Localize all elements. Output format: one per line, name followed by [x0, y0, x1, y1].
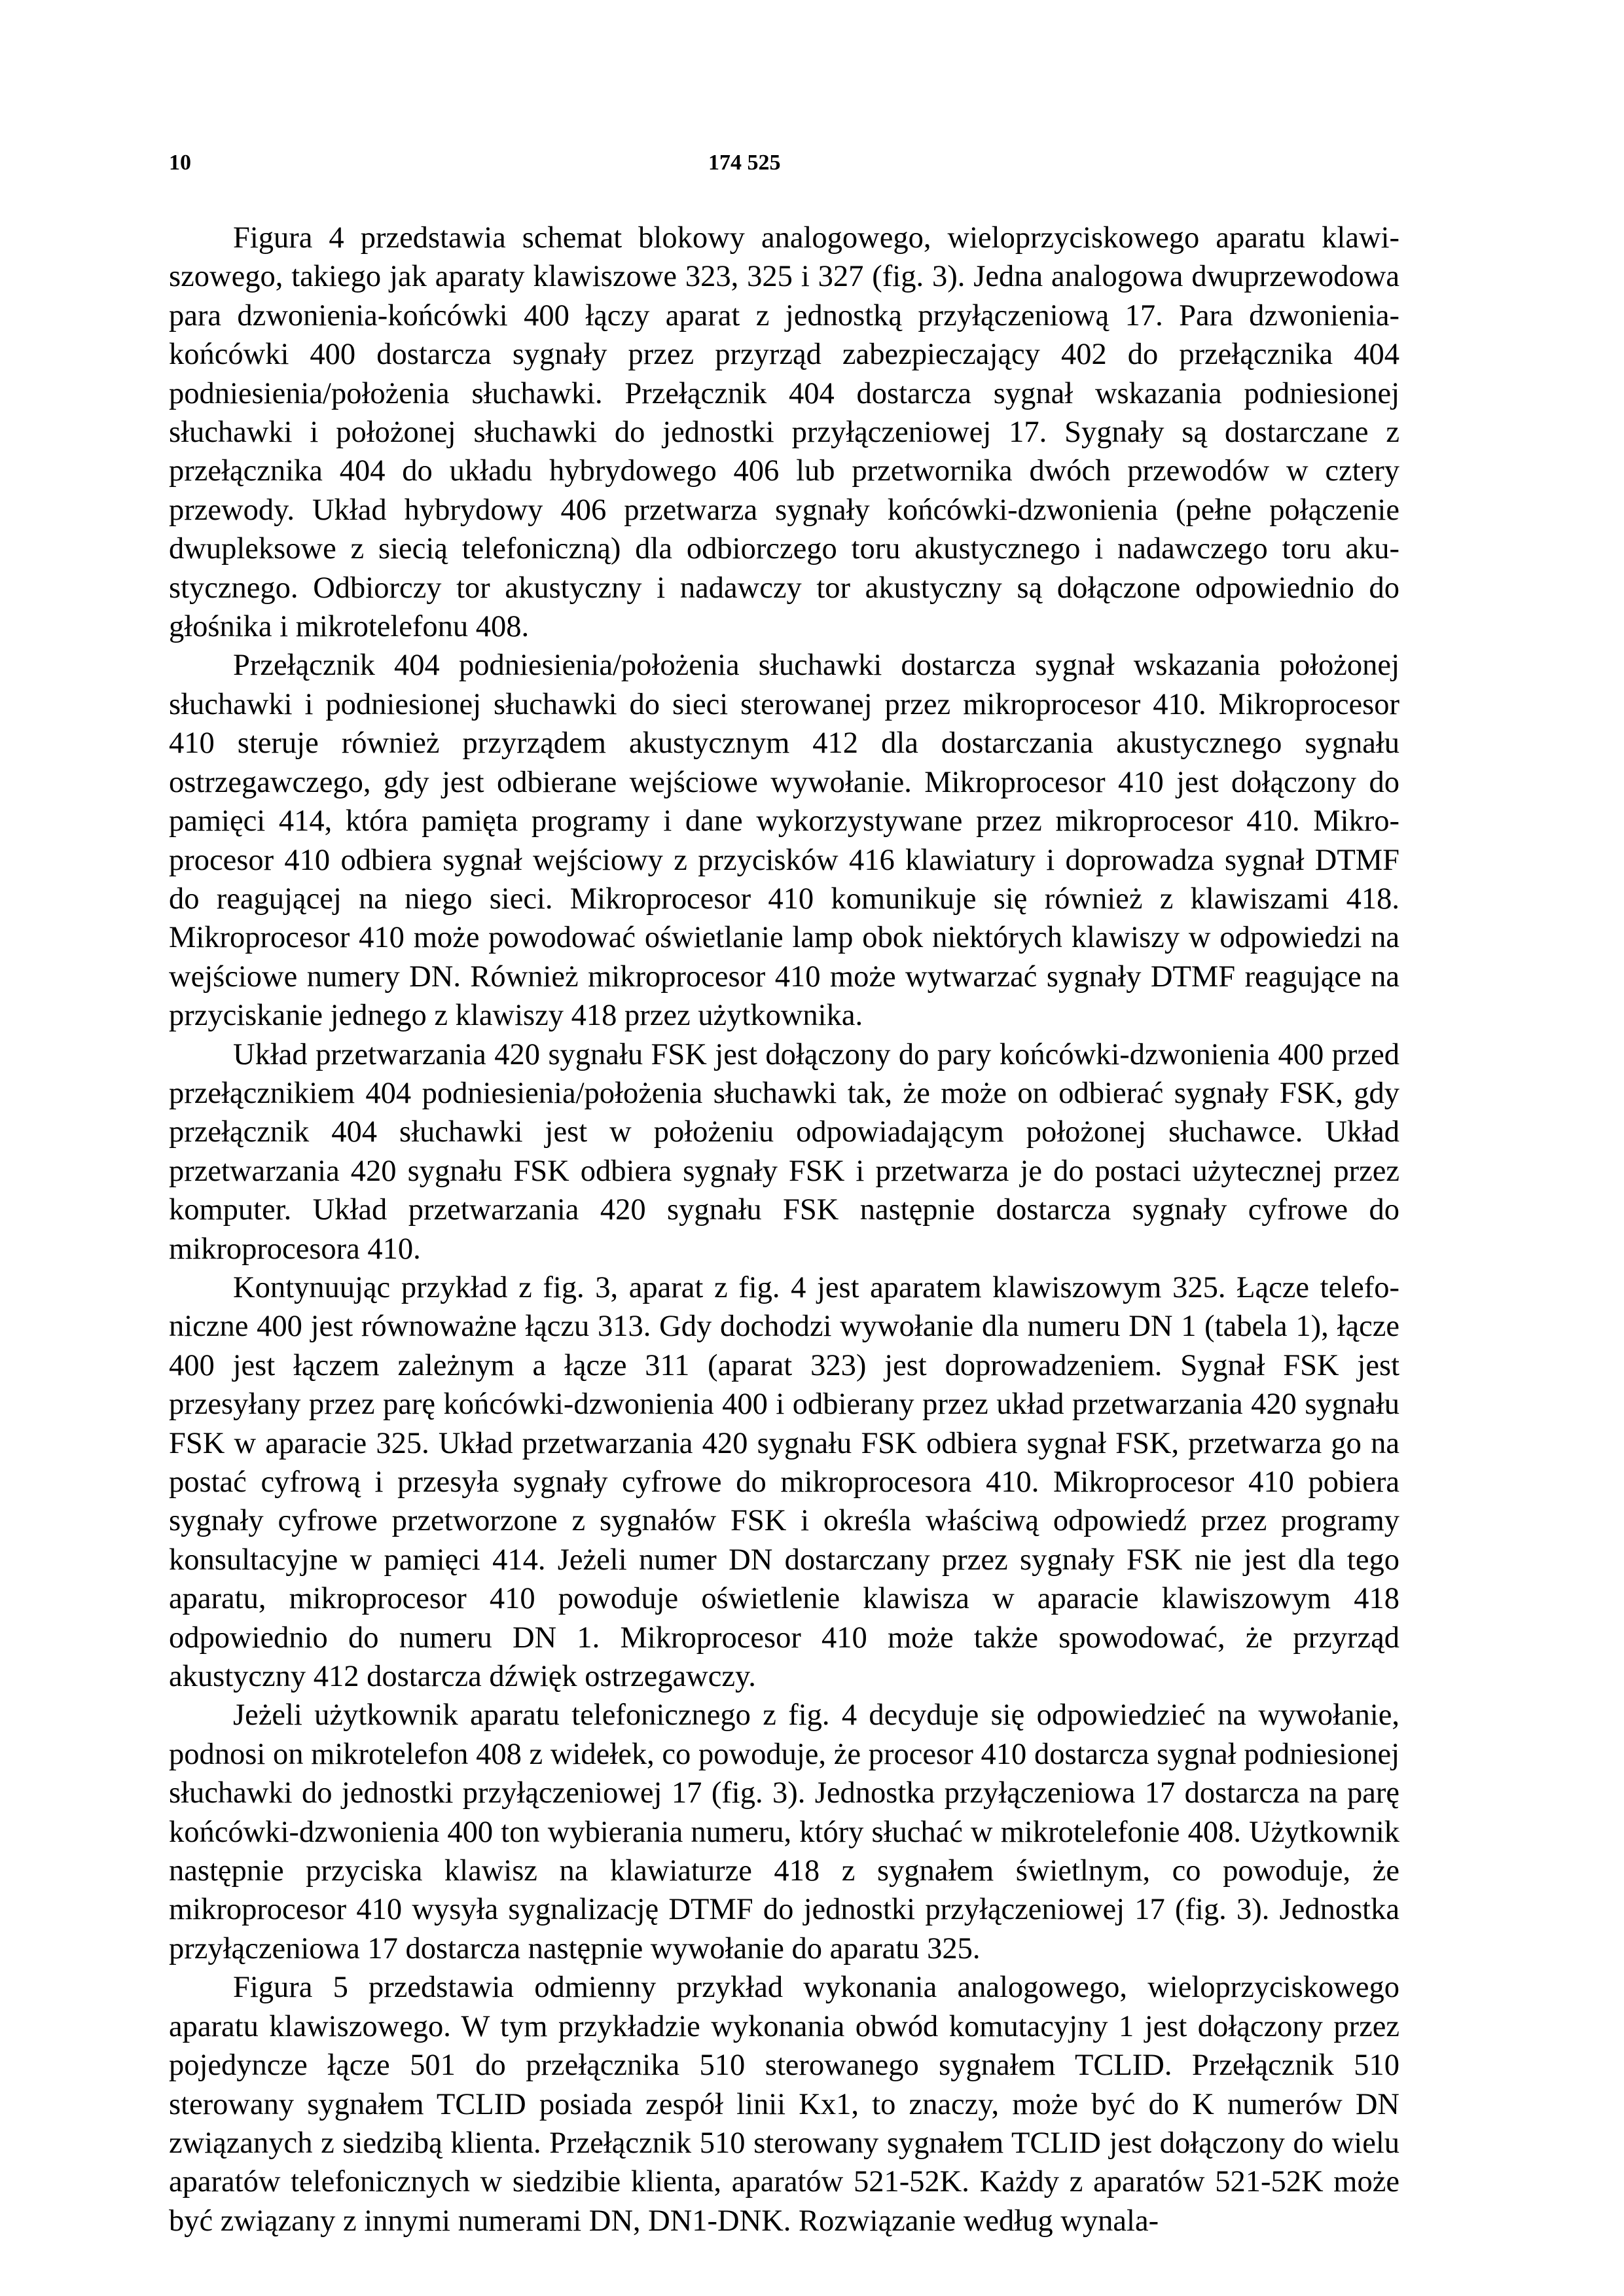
paragraph-fsk-420: Układ przetwarzania 420 sygnału FSK jest dołączony do pary końcówki-dzwonienia 400 przed przełącznikiem 404 podniesienia/położenia słuchawki tak, że może on odbierać sygnały FSK, gdy przełącznik 404 słuchawki jest w położeniu odpowiadającym położonej słuchawce. Układ przetwarzania 420 sygnału FSK odbiera sygnały FSK i przetwarza je do postaci użytecznej przez komputer. Układ przetwarzania 420 sygnału FSK następnie dostarcza sygnały cyfrowe do mikroprocesora 410.	[169, 1037, 1399, 1266]
document-body	[169, 219, 1399, 2240]
paragraph-figure-5: Figura 5 przedstawia odmienny przykład wykonania analogowego, wieloprzyciskowego aparatu klawiszowego. W tym przykładzie wykonania obwód komutacyjny 1 jest dołączony przez pojedyncze łącze 501 do przełącznika 510 sterowanego sygnałem TCLID. Przełącznik 510 sterowany sygnałem TCLID posiada zespół linii Kx1, to znaczy, może być do K numerów DN związanych z siedzibą klienta. Przełącznik 510 sterowany sygnałem TCLID jest dołączony do wielu aparatów telefonicznych w siedzibie klienta, aparatów 521-52K. Każdy z aparatów 521-52K może być związany z innymi numerami DN, DN1-DNK. Rozwiązanie według wynala-	[169, 1971, 1399, 2238]
page-number: 10	[169, 151, 191, 175]
paragraph-example-325: Kontynuując przykład z fig. 3, aparat z fig. 4 jest aparatem klawiszowym 325. Łącze telefoniczne 400 jest równoważne łączu 313. Gdy dochodzi wywołanie dla numeru DN 1 (tabela 1), łącze 400 jest łączem zależnym a łącze 311 (aparat 323) jest doprowadzeniem. Sygnał FSK jest przesyłany przez parę końcówki-dzwonienia 400 i odbierany przez układ przetwarzania 420 sygnału FSK w aparacie 325. Układ przetwarzania 420 sygnału FSK odbiera sygnał FSK, przetwarza go na postać cyfrową i przesyła sygnały cyfrowe do mikroprocesora 410. Mikroprocesor 410 pobiera sygnały cyfrowe przetworzone z sygnałów FSK i określa właściwą odpowiedź przez programy konsultacyjne w pamięci 414. Jeżeli numer DN dostarczany przez sygnały FSK nie jest dla tego aparatu, mikroprocesor 410 powoduje oświetlenie klawisza w aparacie klawiszowym 418 odpowiednio do numeru DN 1. Mikroprocesor 410 może także spowodować, że przyrząd akustyczny 412 dostarcza dźwięk ostrzegawczy.	[169, 1270, 1399, 1694]
paragraph-user-answer: Jeżeli użytkownik aparatu telefonicznego z fig. 4 decyduje się odpowiedzieć na wywołanie, podnosi on mikrotelefon 408 z widełek, co powoduje, że procesor 410 dostarcza sygnał podniesionej słuchawki do jednostki przyłączeniowej 17 (fig. 3). Jednostka przyłączeniowa 17 dostarcza na parę końcówki-dzwonienia 400 ton wybierania numeru, który słuchać w mikrotelefonie 408. Użytkownik następnie przyciska klawisz na klawiaturze 418 z sygnałem świetlnym, co powoduje, że mikroprocesor 410 wysyła sygnalizację DTMF do jednostki przyłączeniowej 17 (fig. 3). Jednostka przyłączeniowa 17 dostarcza następnie wywołanie do aparatu 325.	[169, 1698, 1399, 1965]
paragraph-figure-4: Figura 4 przedstawia schemat blokowy analogowego, wieloprzyciskowego aparatu klawiszowego, takiego jak aparaty klawiszowe 323, 325 i 327 (fig. 3). Jedna analogowa dwuprzewodowa para dzwonienia-końcówki 400 łączy aparat z jednostką przyłączeniową 17. Para dzwonienia-końcówki 400 dostarcza sygnały przez przyrząd zabezpieczający 402 do przełącznika 404 podniesienia/położenia słuchawki. Przełącznik 404 dostarcza sygnał wskazania podniesionej słuchawki i położonej słuchawki do jednostki przyłączeniowej 17. Sygnały są dostarczane z przełącznika 404 do układu hybrydowego 406 lub przetwornika dwóch przewodów w cztery przewody. Układ hybrydowy 406 przetwarza sygnały końcówki-dzwonienia (pełne połączenie dwupleksowe z siecią telefoniczną) dla odbiorczego toru akustycznego i nadawczego toru akustycznego. Odbiorczy tor akustyczny i nadawczy tor akustyczny są dołączone odpowiednio do głośnika i mikrotelefonu 408.	[169, 221, 1399, 644]
paragraph-switch-404: Przełącznik 404 podniesienia/położenia słuchawki dostarcza sygnał wskazania położonej słuchawki i podniesionej słuchawki do sieci sterowanej przez mikroprocesor 410. Mikroprocesor 410 steruje również przyrządem akustycznym 412 dla dostarczania akustycznego sygnału ostrzegawczego, gdy jest odbierane wejściowe wywołanie. Mikroprocesor 410 jest dołączony do pamięci 414, która pamięta programy i dane wykorzystywane przez mikroprocesor 410. Mikroprocesor 410 odbiera sygnał wejściowy z przycisków 416 klawiatury i doprowadza sygnał DTMF do reagującej na niego sieci. Mikroprocesor 410 komunikuje się również z klawiszami 418. Mikroprocesor 410 może powodować oświetlanie lamp obok niektórych klawiszy w odpowiedzi na wejściowe numery DN. Również mikroprocesor 410 może wytwarzać sygnały DTMF reagujące na przyciskanie jednego z klawiszy 418 przez użytkownika.	[169, 649, 1399, 1033]
document-number: 174 525	[708, 151, 781, 175]
